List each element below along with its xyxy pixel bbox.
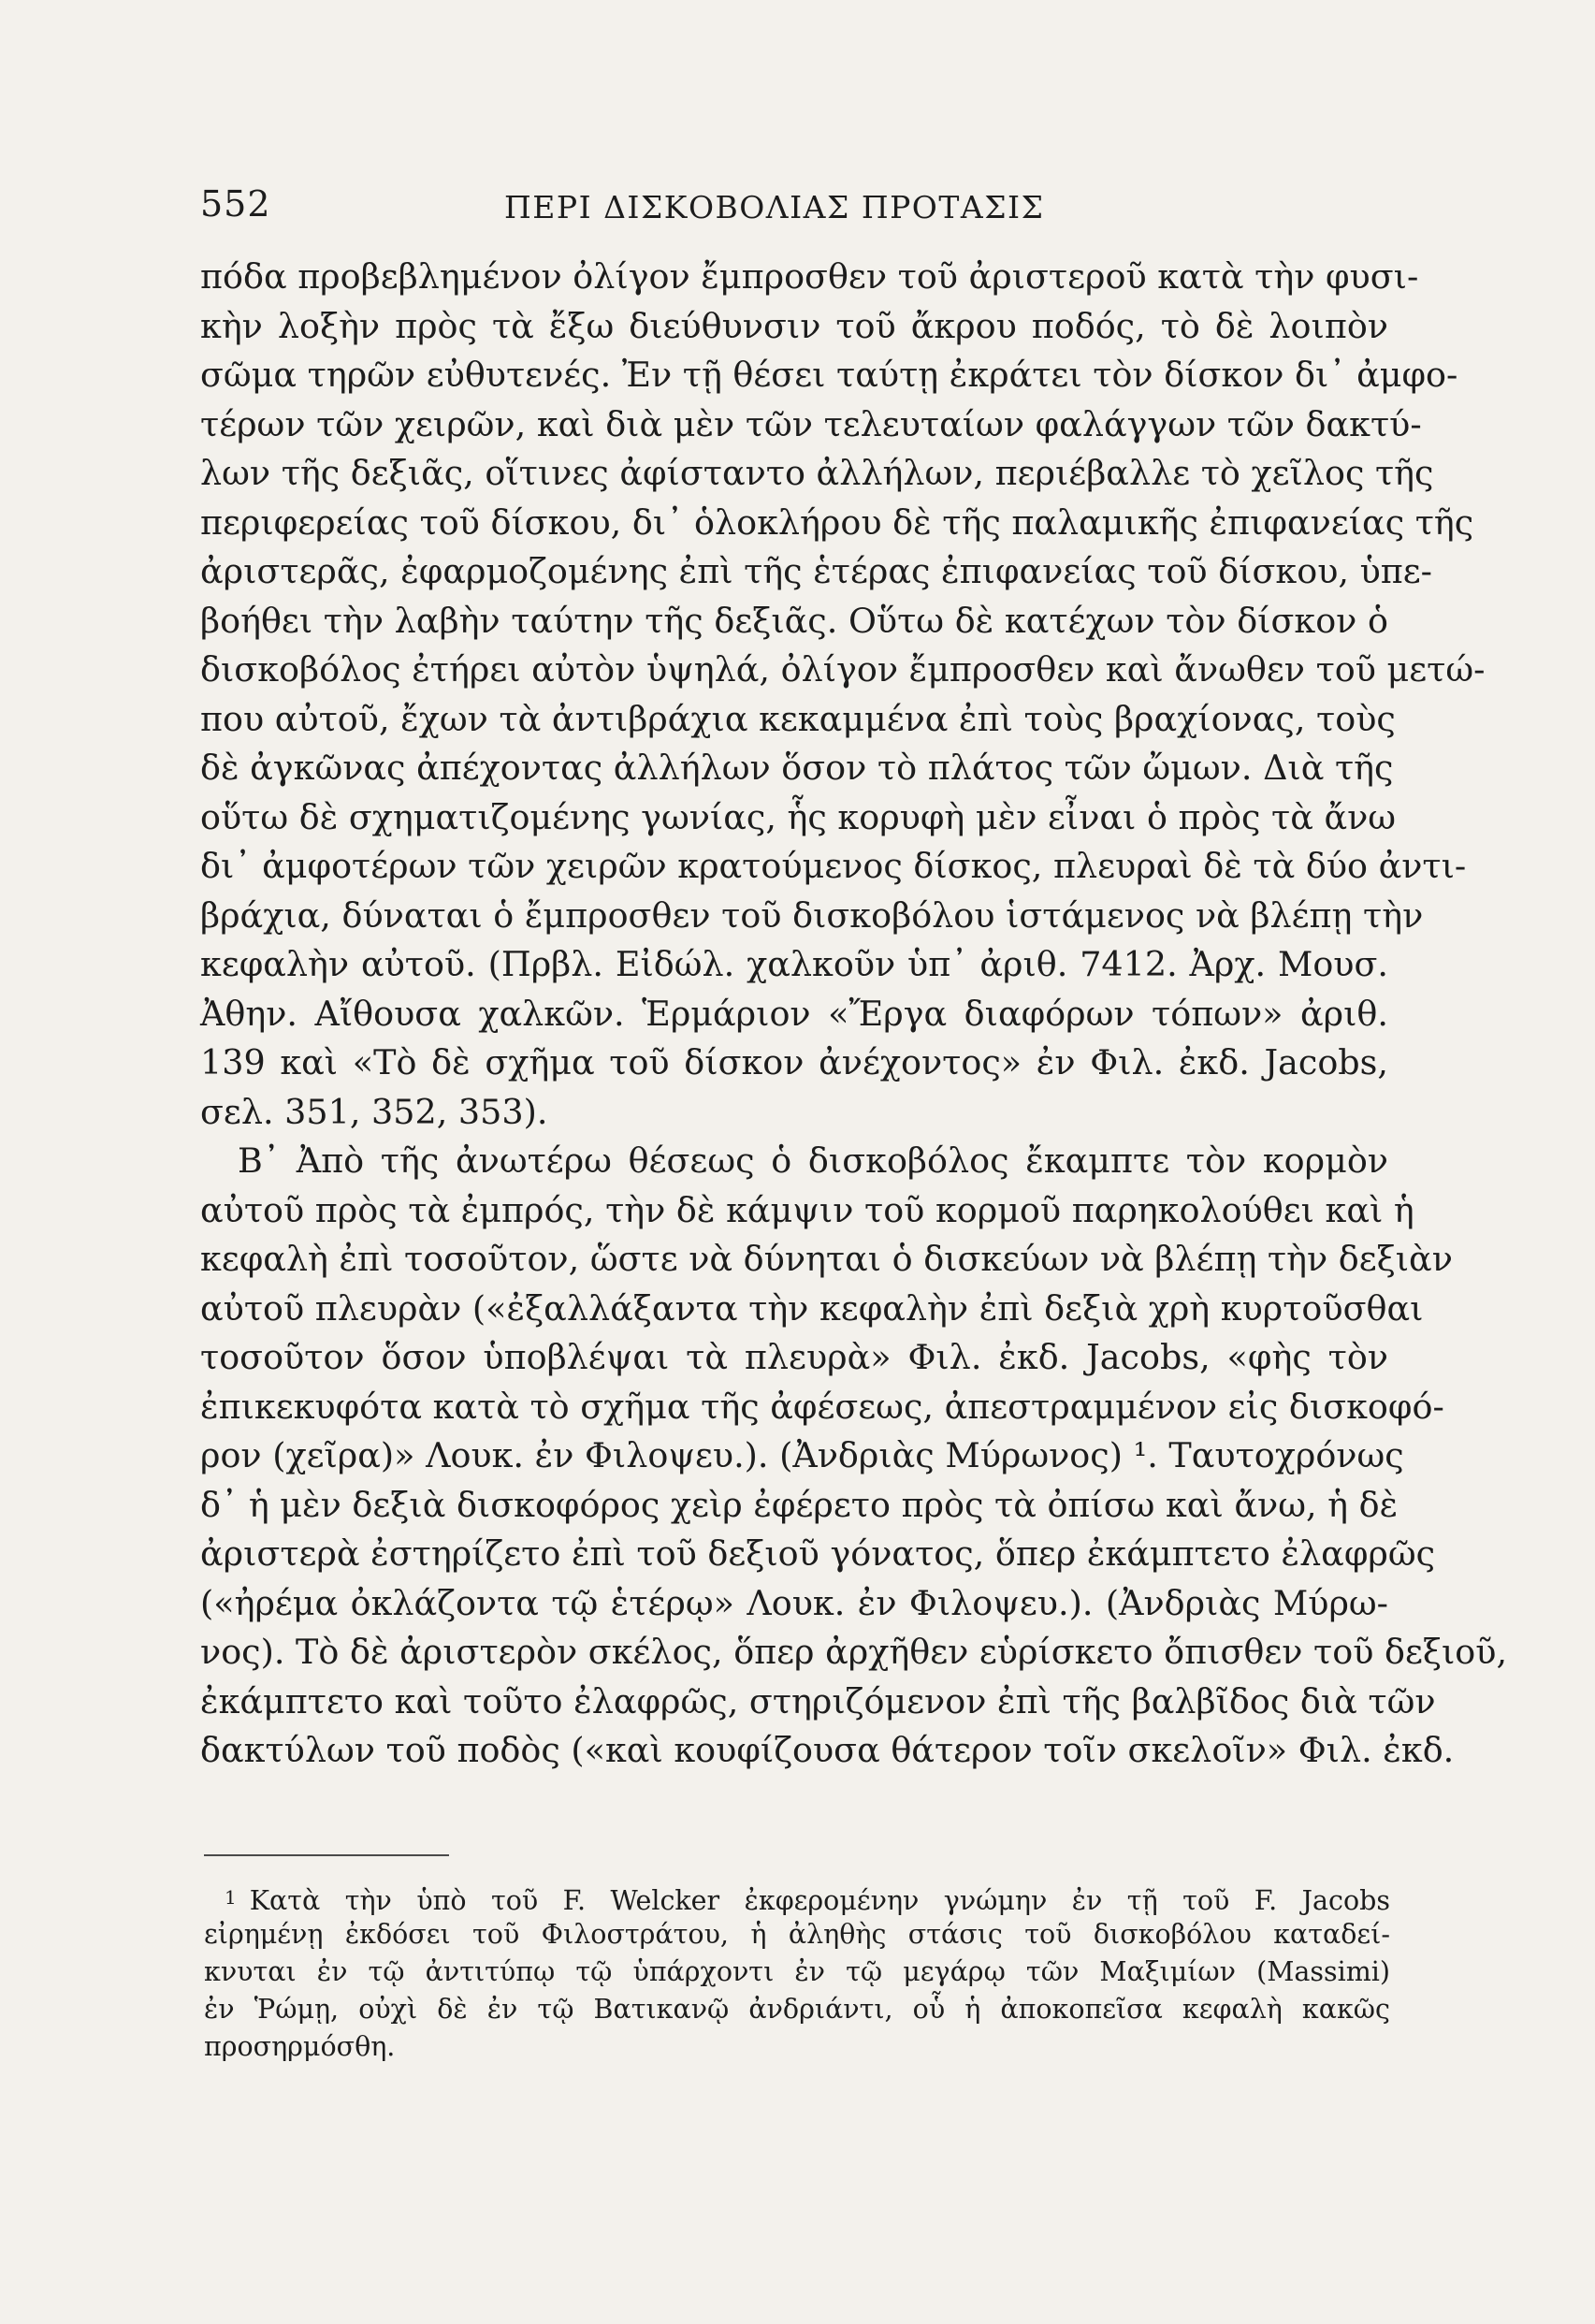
text-line: Ἀθην. Αἴθουσα χαλκῶν. Ἑρμάριον «Ἔργα διαφόρων τόπων» ἀριθ. xyxy=(200,993,1388,1034)
text-line: τέρων τῶν χειρῶν, καὶ διὰ μὲν τῶν τελευταίων φαλάγγων τῶν δακτύ- xyxy=(200,403,1422,444)
footnote-text: Κατὰ τὴν ὑπὸ τοῦ F. Welcker ἐκφερομένην γνώμην ἐν τῇ τοῦ F. Jacobs xyxy=(249,1885,1390,1916)
text-line: δακτύλων τοῦ ποδὸς («καὶ κουφίζουσα θάτερον τοῖν σκελοῖν» Φιλ. ἐκδ. xyxy=(200,1730,1455,1770)
page-header xyxy=(200,183,1416,234)
paragraph-start-line: Β᾽ Ἀπὸ τῆς ἀνωτέρω θέσεως ὁ δισκοβόλος ἔκαμπτε τὸν κορμὸν xyxy=(238,1140,1388,1181)
text-line: δισκοβόλος ἐτήρει αὐτὸν ὑψηλά, ὀλίγον ἔμπροσθεν καὶ ἄνωθεν τοῦ μετώ- xyxy=(200,649,1486,690)
text-line: οὕτω δὲ σχηματιζομένης γωνίας, ἧς κορυφὴ μὲν εἶναι ὁ πρὸς τὰ ἄνω xyxy=(200,796,1397,837)
main-text xyxy=(200,253,1508,1776)
text-line: σῶμα τηρῶν εὐθυτενές. Ἐν τῇ θέσει ταύτῃ ἐκράτει τὸν δίσκον δι᾽ ἀμφο- xyxy=(200,355,1458,395)
text-line: αὐτοῦ πρὸς τὰ ἐμπρός, τὴν δὲ κάμψιν τοῦ κορμοῦ παρηκολούθει καὶ ἡ xyxy=(200,1189,1414,1230)
footnote-line: εἰρημένῃ ἐκδόσει τοῦ Φιλοστράτου, ἡ ἀληθὴς στάσις τοῦ δισκοβόλου καταδεί- xyxy=(204,1919,1390,1950)
text-line: που αὐτοῦ, ἔχων τὰ ἀντιβράχια κεκαμμένα ἐπὶ τοὺς βραχίονας, τοὺς xyxy=(200,698,1396,739)
text-line: πόδα προβεβλημένον ὀλίγον ἔμπροσθεν τοῦ ἀριστεροῦ κατὰ τὴν φυσι- xyxy=(200,256,1419,297)
text-line: περιφερείας τοῦ δίσκου, δι᾽ ὁλοκλήρου δὲ τῆς παλαμικῆς ἐπιφανείας τῆς xyxy=(200,501,1474,543)
text-line: 139 καὶ «Τὸ δὲ σχῆμα τοῦ δίσκον ἀνέχοντος» ἐν Φιλ. ἐκδ. Jacobs, xyxy=(200,1042,1388,1082)
footnote-divider xyxy=(204,1854,449,1856)
running-head: ΠΕΡΙ ΔΙΣΚΟΒΟΛΙΑΣ ΠΡΟΤΑΣΙΣ xyxy=(504,189,1045,225)
text-line: ἐκάμπτετο καὶ τοῦτο ἐλαφρῶς, στηριζόμενον ἐπὶ τῆς βαλβῖδος διὰ τῶν xyxy=(200,1680,1436,1721)
text-line: («ἠρέμα ὀκλάζοντα τῷ ἑτέρῳ» Λουκ. ἐν Φιλοψευ.). (Ἀνδριὰς Μύρω- xyxy=(200,1582,1388,1623)
text-line: δι᾽ ἀμφοτέρων τῶν χειρῶν κρατούμενος δίσκος, πλευραὶ δὲ τὰ δύο ἀντι- xyxy=(200,846,1467,886)
text-line: ἀριστερὰ ἐστηρίζετο ἐπὶ τοῦ δεξιοῦ γόνατος, ὅπερ ἐκάμπτετο ἐλαφρῶς xyxy=(200,1533,1436,1574)
text-line: ἐπικεκυφότα κατὰ τὸ σχῆμα τῆς ἀφέσεως, ἀπεστραμμένον εἰς δισκοφό- xyxy=(200,1386,1444,1427)
text-line: σελ. 351, 352, 353). xyxy=(200,1091,548,1132)
text-line: δ᾽ ἡ μὲν δεξιὰ δισκοφόρος χεὶρ ἐφέρετο πρὸς τὰ ὀπίσω καὶ ἄνω, ἡ δὲ xyxy=(200,1484,1399,1525)
footnote-line: κνυται ἐν τῷ ἀντιτύπῳ τῷ ὑπάρχοντι ἐν τῷ μεγάρῳ τῶν Μαξιμίων (Massimi) xyxy=(204,1956,1390,1987)
text-line: δὲ ἀγκῶνας ἀπέχοντας ἀλλήλων ὅσον τὸ πλάτος τῶν ὤμων. Διὰ τῆς xyxy=(200,748,1394,788)
text-line: νος). Τὸ δὲ ἀριστερὸν σκέλος, ὅπερ ἀρχῆθεν εὑρίσκετο ὄπισθεν τοῦ δεξιοῦ, xyxy=(200,1632,1508,1672)
footnote-line xyxy=(204,1879,1390,1916)
text-line: κὴν λοξὴν πρὸς τὰ ἔξω διεύθυνσιν τοῦ ἄκρου ποδός, τὸ δὲ λοιπὸν xyxy=(200,305,1388,346)
text-line: βοήθει τὴν λαβὴν ταύτην τῆς δεξιᾶς. Οὕτω δὲ κατέχων τὸν δίσκον ὁ xyxy=(200,600,1388,641)
footnote-line: ἐν Ῥώμῃ, οὐχὶ δὲ ἐν τῷ Βατικανῷ ἀνδριάντι, οὗ ἡ ἀποκοπεῖσα κεφαλὴ κακῶς xyxy=(204,1994,1390,2025)
text-line: λων τῆς δεξιᾶς, οἵτινες ἀφίσταντο ἀλλήλων, περιέβαλλε τὸ χεῖλος τῆς xyxy=(200,453,1434,493)
text-line: τοσοῦτον ὅσον ὑποβλέψαι τὰ πλευρὰ» Φιλ. ἐκδ. Jacobs, «φὴς τὸν xyxy=(200,1337,1388,1377)
text-line: βράχια, δύναται ὁ ἔμπροσθεν τοῦ δισκοβόλου ἱστάμενος νὰ βλέπῃ τὴν xyxy=(200,894,1424,936)
text-line: ρον (χεῖρα)» Λουκ. ἐν Φιλοψευ.). (Ἀνδριὰς Μύρωνος) ¹. Ταυτοχρόνως xyxy=(200,1435,1404,1475)
text-line: κεφαλὴν αὐτοῦ. (Πρβλ. Εἰδώλ. χαλκοῦν ὑπ᾽ ἀριθ. 7412. Ἀρχ. Μουσ. xyxy=(200,944,1388,984)
footnote-line: προσηρμόσθη. xyxy=(204,2031,396,2062)
text-line: ἀριστερᾶς, ἐφαρμοζομένης ἐπὶ τῆς ἑτέρας ἐπιφανείας τοῦ δίσκου, ὑπε- xyxy=(200,551,1433,591)
text-line: κεφαλὴ ἐπὶ τοσοῦτον, ὥστε νὰ δύνηται ὁ δισκεύων νὰ βλέπῃ τὴν δεξιὰν xyxy=(200,1239,1453,1279)
footnotes xyxy=(204,1879,1390,2066)
text-line: αὐτοῦ πλευρὰν («ἐξαλλάξαντα τὴν κεφαλὴν ἐπὶ δεξιὰ χρὴ κυρτοῦσθαι xyxy=(200,1287,1424,1329)
page-number: 552 xyxy=(200,183,271,225)
footnote-marker: 1 xyxy=(225,1886,237,1909)
